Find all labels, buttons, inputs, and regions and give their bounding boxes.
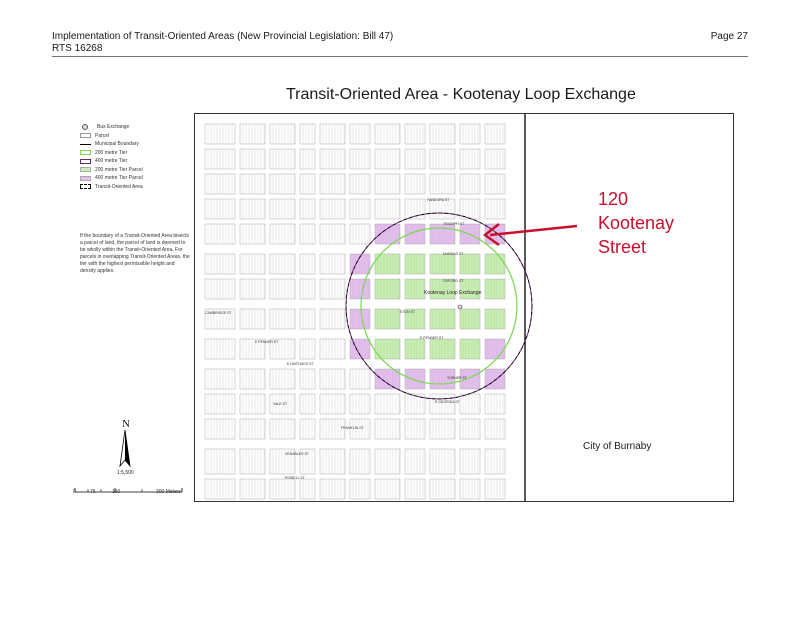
parcel-block (270, 419, 295, 439)
parcel-block (375, 309, 400, 329)
bus-exchange-icon (82, 124, 88, 130)
street-cambridge: CAMBRIDGE ST (205, 311, 232, 315)
toa-swatch (80, 184, 91, 189)
parcel-block (430, 479, 455, 499)
parcel-block (375, 174, 400, 194)
parcel-block (300, 479, 315, 499)
scale-tick-300: 300 Meters (156, 489, 182, 495)
street-hastings: E HASTINGS ST (287, 362, 314, 366)
legend-parcel: Parcel (80, 132, 143, 141)
parcel-block (430, 449, 455, 474)
parcel-block (300, 174, 315, 194)
street-venables: VENABLES ST (285, 452, 309, 456)
street-pandora: PANDORA ST (427, 198, 450, 202)
parcel-block (240, 369, 265, 389)
parcel-block (300, 419, 315, 439)
parcel-block (300, 124, 315, 144)
street-powell: POWELL ST (285, 476, 305, 480)
parcel-block (240, 254, 265, 274)
parcel-block (300, 279, 315, 299)
parcel-block (270, 199, 295, 219)
legend-400m-tier: 400 metre Tier (80, 157, 143, 166)
parcel-block (300, 339, 315, 359)
parcel-block (320, 174, 345, 194)
parcel-block (270, 149, 295, 169)
city-label: City of Burnaby (583, 441, 652, 452)
map-frame (194, 113, 734, 502)
legend-bus-exchange: Bus Exchange (80, 123, 143, 132)
street-georgia: E GEORGIA ST (435, 400, 460, 404)
parcel-block (430, 174, 455, 194)
parcel-swatch (80, 133, 91, 138)
parcel-block (320, 309, 345, 329)
parcel-block (430, 199, 455, 219)
map-legend (80, 123, 143, 191)
parcel-block (300, 369, 315, 389)
scale-tick-150: 150 (112, 489, 121, 495)
parcel-block (375, 279, 400, 299)
street-pender-e: E PENDER ST (420, 336, 444, 340)
map-title: Transit-Oriented Area - Kootenay Loop Exchange (286, 86, 636, 103)
parcel-block (270, 124, 295, 144)
legend-municipal-boundary: Municipal Boundary (80, 140, 143, 149)
parcel-block (320, 394, 345, 414)
callout-line-3: Street (598, 237, 647, 257)
north-label: N (122, 418, 130, 430)
parcel-block (300, 394, 315, 414)
parcel-block (320, 124, 345, 144)
tier400-parcel-swatch (80, 176, 91, 181)
parcel-block (270, 254, 295, 274)
parcel-block (300, 199, 315, 219)
document-title: Implementation of Transit-Oriented Areas (New Provincial Legislation: Bill 47) (52, 31, 394, 42)
callout-line-2: Kootenay (598, 213, 675, 233)
parcel-block (320, 199, 345, 219)
street-franklin: FRANKLIN ST (341, 426, 364, 430)
tier200-swatch (80, 150, 91, 155)
north-arrow-icon (118, 430, 132, 468)
parcel-block (270, 224, 295, 244)
street-pender-w: E PENDER ST (255, 340, 279, 344)
parcel-block (320, 254, 345, 274)
parcel-block (320, 279, 345, 299)
street-oxford: OXFORD ST (443, 279, 464, 283)
exchange-label: Kootenay Loop Exchange (424, 290, 482, 296)
parcel-block (240, 419, 265, 439)
parcel-block (270, 279, 295, 299)
parcel-block (430, 419, 455, 439)
map-scale-ratio: 1:5,500 (117, 470, 134, 476)
boundary-line-swatch (80, 144, 91, 145)
parcel-block (375, 199, 400, 219)
parcel-block (300, 254, 315, 274)
legend-toa: Transit-Oriented Area (80, 183, 143, 192)
parcel-block (270, 309, 295, 329)
parcel-block (430, 124, 455, 144)
map-canvas (195, 114, 734, 502)
legend-200m-tier: 200 metre Tier (80, 149, 143, 158)
parcel-block (320, 449, 345, 474)
parcel-block (375, 419, 400, 439)
parcel-block (240, 224, 265, 244)
parcel-block (270, 369, 295, 389)
scale-tick-75: 75 (90, 489, 96, 495)
parcel-block (430, 339, 455, 359)
street-triumph: TRIUMPH ST (443, 222, 465, 226)
parcel-block (240, 199, 265, 219)
street-eton: ETON ST (400, 310, 416, 314)
parcel-block (240, 124, 265, 144)
callout-line-1: 120 (598, 189, 629, 209)
parcel-block (240, 449, 265, 474)
bus-exchange-marker (458, 305, 462, 309)
parcel-layer (205, 124, 505, 499)
header-divider (52, 56, 748, 57)
parcel-block (375, 449, 400, 474)
legend-400m-parcel: 400 metre Tier Parcel (80, 174, 143, 183)
parcel-block (430, 224, 455, 244)
parcel-block (240, 479, 265, 499)
parcel-block (375, 124, 400, 144)
street-yale: YALE ST (273, 402, 288, 406)
parcel-block (320, 224, 345, 244)
street-dundas: DUNDAS ST (443, 252, 464, 256)
legend-note: If the boundary of a Transit-Oriented Area bisects a parcel of land, the parcel of land is deemed to be wholly within the Transit-Oriented Area. For parcels in overlapping Transit-Oriented Areas, the tier with the highest permissible height and density applies. (80, 233, 190, 274)
parcel-block (375, 149, 400, 169)
legend-200m-parcel: 200 metre Tier Parcel (80, 166, 143, 175)
parcel-block (270, 479, 295, 499)
callout-address (598, 187, 674, 259)
scale-tick-0: 0 (73, 489, 76, 495)
parcel-block (430, 149, 455, 169)
parcel-block (300, 309, 315, 329)
parcel-block (240, 309, 265, 329)
parcel-block (240, 149, 265, 169)
parcel-block (320, 339, 345, 359)
parcel-block (240, 394, 265, 414)
report-number: RTS 16268 (52, 43, 103, 54)
page-number: Page 27 (710, 31, 748, 42)
tier200-parcel-swatch (80, 167, 91, 172)
parcel-block (375, 479, 400, 499)
parcel-block (430, 394, 455, 414)
parcel-block (430, 254, 455, 274)
parcel-block (300, 149, 315, 169)
tier400-swatch (80, 159, 91, 164)
parcel-block (320, 479, 345, 499)
parcel-block (375, 394, 400, 414)
parcel-block (320, 149, 345, 169)
parcel-block (300, 224, 315, 244)
parcel-block (270, 174, 295, 194)
parcel-block (240, 174, 265, 194)
street-turner: TURNER ST (447, 376, 468, 380)
parcel-block (430, 309, 455, 329)
parcel-block (320, 369, 345, 389)
parcel-block (240, 279, 265, 299)
tier200-ring (361, 228, 517, 384)
